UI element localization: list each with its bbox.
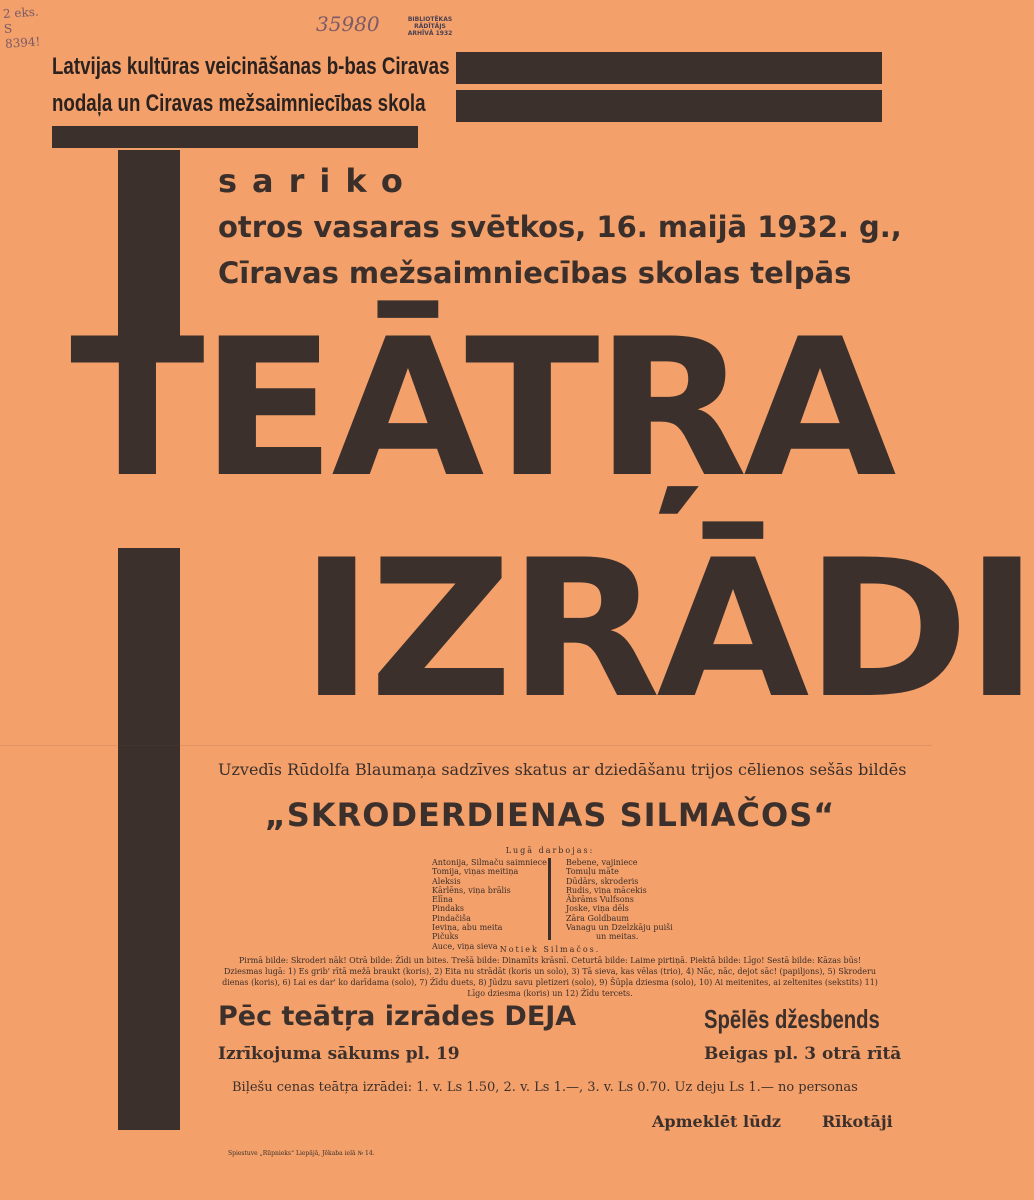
scene-heading: Notiek Silmačos. bbox=[499, 945, 601, 954]
cast-item: Rudis, viņa mācekis bbox=[566, 885, 647, 895]
cast-heading: Lugā darbojas: bbox=[505, 846, 595, 855]
archive-pencil-marks: 2 eks. S 8394! bbox=[2, 4, 41, 51]
cast-item: Joske, viņa dēls bbox=[566, 904, 629, 914]
cast-item: Pindaks bbox=[432, 904, 464, 914]
headline-performance: IZRĀDI bbox=[300, 519, 1034, 740]
cast-item: Vanagu un Dzelzkāju puiši bbox=[566, 923, 673, 933]
dance-announcement: Pēc teātŗa izrādes DEJA bbox=[218, 1001, 577, 1032]
cast-item: Auce, viņa sieva bbox=[432, 941, 498, 951]
cast-item: Tomuļu māte bbox=[566, 867, 619, 877]
ticket-prices: Biļešu cenas teātŗa izrādei: 1. v. Ls 1.50, 2. v. Ls 1.—, 3. v. Ls 0.70. Uz deju Ls 1.— no personas bbox=[232, 1080, 858, 1095]
scene-songs: Dziesmas lugā: 1) Es grib' rītā mežā braukt (koris), 2) Eita nu strādāt (koris un solo), 3) Tā sieva, kas vēlas (trio), 4) Nāc, nāc, dejot sāc! (papiljons), 5) Skroderu dienas (koris), 6) Lai es dar' ko darīdama (solo), 7) Žīdu duets, 8) Jūdzu savu pletizeri (solo), 9) Šūpļa dziesma (solo), 10) Ai meitenites, ai zeltenites (sekstits) 11) Līgo dziesma (koris) un 12) Žīdu tercets. bbox=[222, 967, 878, 998]
event-date: otros vasaras svētkos, 16. maijā 1932. g., bbox=[218, 210, 902, 244]
cast-divider bbox=[548, 858, 551, 940]
decorative-bar-underline bbox=[52, 126, 418, 148]
visit-invitation: Apmeklēt lūdz bbox=[652, 1112, 781, 1131]
cast-item: Ābrāms Vulfsons bbox=[566, 895, 634, 905]
event-place: Cīravas mežsaimniecības skolas telpās bbox=[218, 256, 852, 290]
cast-item: Tomija, viņas meitiņa bbox=[432, 867, 519, 877]
decorative-bar-vertical-lower bbox=[118, 548, 180, 1130]
cast-item: Bebene, vajiniece bbox=[566, 858, 638, 867]
organizers-signature: Rīkotāji bbox=[822, 1112, 893, 1131]
archive-number: 35980 bbox=[316, 12, 380, 36]
start-time: Izrīkojuma sākums pl. 19 bbox=[218, 1044, 460, 1064]
cast-item: Zāra Goldbaum bbox=[566, 913, 629, 923]
play-subtitle: Uzvedīs Rūdolfa Blaumaņa sadzīves skatus ar dziedāšanu trijos cēlienos sešās bildēs bbox=[218, 760, 907, 779]
cast-item: Kārlēns, viņa brālis bbox=[432, 885, 511, 895]
cast-list-left bbox=[432, 858, 547, 951]
scenes-text bbox=[218, 955, 882, 999]
organizer-line-2: nodaļa un Ciravas mežsaimniecības skola bbox=[52, 90, 426, 117]
cast-item: Aleksis bbox=[432, 876, 461, 886]
decorative-bar-top-2 bbox=[456, 90, 882, 122]
printer-imprint: Spiestuve „Rūpnieks“ Liepājā, Jēkaba ielā № 14. bbox=[228, 1150, 375, 1157]
end-time: Beigas pl. 3 otrā rītā bbox=[704, 1044, 902, 1064]
headline-theatre: TEĀTŖA bbox=[70, 298, 893, 519]
organizer-line-1: Latvijas kultūras veicināšanas b-bas Ciravas bbox=[52, 53, 450, 80]
cast-item: Dūdārs, skroderis bbox=[566, 876, 639, 886]
event-verb: sariko bbox=[218, 162, 418, 200]
cast-list-right bbox=[566, 858, 676, 942]
cast-item: Antonija, Silmaču saimniece bbox=[432, 858, 547, 867]
cast-item: un meitas. bbox=[596, 932, 639, 942]
scene-pictures: Pirmā bilde: Skroderi nāk! Otrā bilde: Žīdi un bites. Trešā bilde: Dinamīts krāsnī. Ceturtā bilde: Laime pirtiņā. Piektā bilde: Līgo! Sestā bilde: Kāzas būs! bbox=[238, 956, 862, 965]
cast-item: Ieviņa, abu meita bbox=[432, 923, 503, 933]
cast-item: Pičuks bbox=[432, 932, 459, 942]
jazz-band: Spēlēs džesbends bbox=[704, 1004, 880, 1034]
archive-stamp: BIBLIOTĒKAS RĀDĪTĀJS ARHĪVĀ 1932 bbox=[407, 16, 453, 37]
cast-item: Elīna bbox=[432, 895, 453, 905]
play-title: „SKRODERDIENAS SILMAČOS“ bbox=[264, 796, 836, 834]
decorative-bar-top-1 bbox=[456, 52, 882, 84]
paper-crease bbox=[0, 745, 932, 746]
cast-item: Pindačiša bbox=[432, 913, 471, 923]
